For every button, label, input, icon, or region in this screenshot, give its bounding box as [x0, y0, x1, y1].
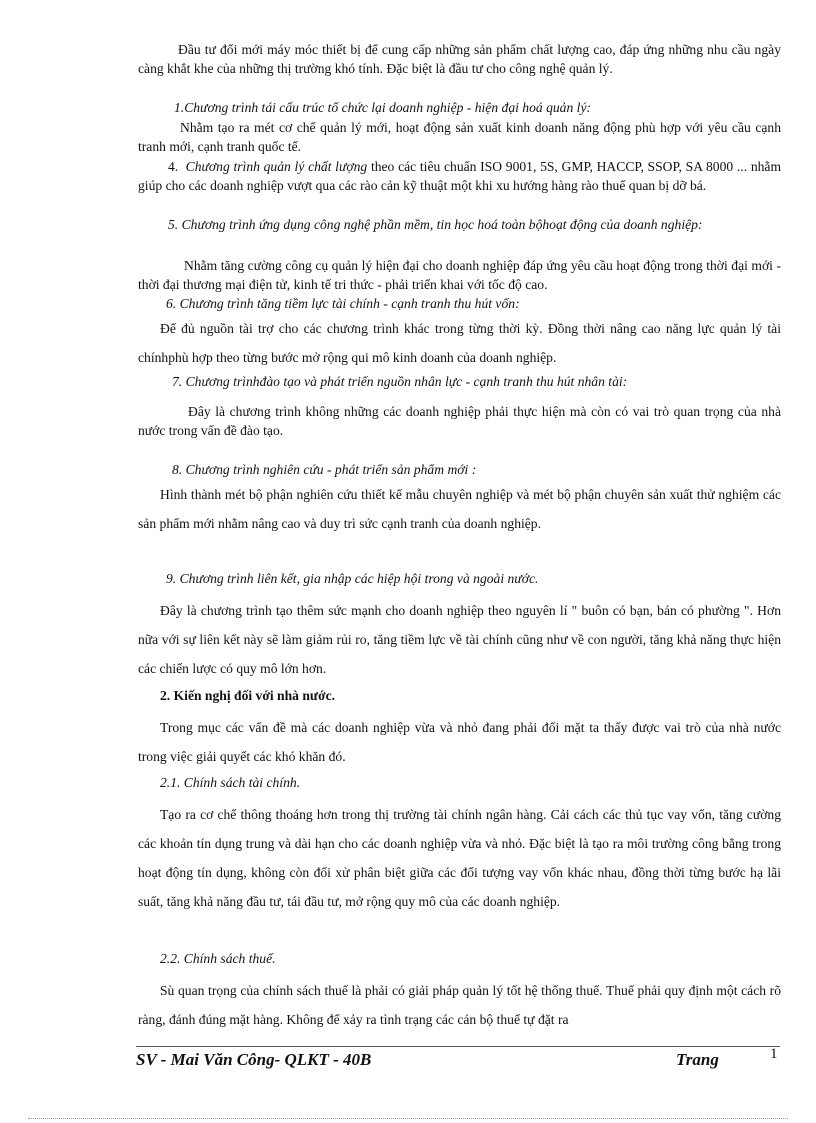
paragraph-program-4 [138, 157, 781, 195]
footer-page-number: 1 [770, 1046, 778, 1062]
program-4-number: 4. [168, 159, 179, 174]
paragraph-tax-policy: Sù quan trọng của chính sách thuế là phải có giải pháp quản lý tốt hệ thống thuế. Thuế phải quy định một cách rõ ràng, đánh đúng mặt hàng. Không để xảy ra tình trạng các cán bộ thuế tự đặt ra [138, 983, 781, 1027]
paragraph-program-1: Nhằm tạo ra mét cơ chế quản lý mới, hoạt động sản xuất kinh doanh năng động phù hợp với yêu cầu cạnh tranh mới, cạnh tranh quốc tế. [138, 120, 781, 154]
heading-program-5: 5. Chương trình ứng dụng công nghệ phần mềm, tin học hoá toàn bộhoạt động của doanh nghiệp: [168, 217, 703, 232]
paragraph-investment: Đầu tư đổi mới máy móc thiết bị để cung cấp những sản phẩm chất lượng cao, đáp ứng những nhu cầu ngày càng khắt khe của những thị trường khó tính. Đặc biệt là đầu tư cho công nghệ quản lý. [138, 42, 781, 76]
paragraph-program-7: Đây là chương trình không những các doanh nghiệp phải thực hiện mà còn có vai trò quan trọng của nhà nước trong vấn đề đào tạo. [138, 404, 781, 438]
footer-author: SV - Mai Văn Công- QLKT - 40B [136, 1050, 372, 1069]
program-4-text: theo các tiêu chuẩn ISO 9001, 5S, GMP, HACCP, SSOP, SA 8000 ... nhằm giúp cho các doanh nghiệp vượt qua các rào cản kỹ thuật một khi xu hướng hàng rào thuế quan bị dỡ bá. [138, 159, 782, 193]
heading-program-6: 6. Chương trình tăng tiềm lực tài chính - cạnh tranh thu hút vốn: [166, 296, 520, 311]
program-4-title: Chương trình quản lý chất lượng [185, 159, 368, 174]
footer-divider [136, 1046, 780, 1047]
paragraph-section-2: Trong mục các vấn đề mà các doanh nghiệp vừa và nhỏ đang phải đối mặt ta thấy được vai trò của nhà nước trong việc giải quyết các khó khăn đó. [138, 720, 781, 764]
heading-program-8: 8. Chương trình nghiên cứu - phát triển sản phẩm mới : [172, 462, 477, 477]
paragraph-program-6: Để đủ nguồn tài trợ cho các chương trình khác trong từng thời kỳ. Đồng thời nâng cao năng lực quản lý tài chínhphù hợp theo từng bước mở rộng qui mô kinh doanh của doanh nghiệp. [138, 321, 781, 365]
paragraph-financial-policy: Tạo ra cơ chế thông thoáng hơn trong thị trường tài chính ngân hàng. Cải cách các thủ tục vay vốn, tăng cường các khoản tín dụng trung và dài hạn cho các doanh nghiệp vừa và nhỏ. Đặc biệt là tạo ra môi trường công bằng trong hoạt động tín dụng, không còn đối xử phân biệt giữa các đối tượng vay vốn khác nhau, đồng thời từng bước hạ lãi suất, tăng khả năng đầu tư, tái đầu tư, mở rộng quy mô của các doanh nghiệp. [138, 807, 781, 909]
paragraph-program-5: Nhằm tăng cường công cụ quản lý hiện đại cho doanh nghiệp đáp ứng yêu cầu hoạt động trong thời đại mới - thời đại thương mại điện tử, kinh tế tri thức - phải triển khai với tốc độ cao. [138, 258, 781, 292]
heading-financial-policy: 2.1. Chính sách tài chính. [160, 775, 301, 790]
paragraph-program-9: Đây là chương trình tạo thêm sức mạnh cho doanh nghiệp theo nguyên lí " buôn có bạn, bán có phường ". Hơn nữa với sự liên kết này sẽ làm giảm rủi ro, tăng tiềm lực về tài chính cũng như về con người, tăng khả năng thực hiện các chiến lược có quy mô lớn hơn. [138, 603, 781, 676]
heading-program-9: 9. Chương trình liên kết, gia nhập các hiệp hội trong và ngoài nước. [166, 571, 539, 586]
heading-tax-policy: 2.2. Chính sách thuế. [160, 951, 276, 966]
footer-page-label: Trang [676, 1050, 719, 1069]
heading-program-7: 7. Chương trìnhđào tạo và phát triển nguồn nhân lực - cạnh tranh thu hút nhân tài: [172, 374, 628, 389]
heading-program-1: 1.Chương trình tái cấu trúc tổ chức lại doanh nghiệp - hiện đại hoá quản lý: [174, 100, 592, 115]
page-bottom-border [28, 1118, 788, 1119]
heading-section-2: 2. Kiến nghị đối với nhà nước. [160, 688, 336, 703]
paragraph-program-8: Hình thành mét bộ phận nghiên cứu thiết kế mẫu chuyên nghiệp và mét bộ phận chuyên sản xuất thử nghiệm các sản phẩm mới nhằm nâng cao và duy trì sức cạnh tranh của doanh nghiệp. [138, 487, 781, 531]
